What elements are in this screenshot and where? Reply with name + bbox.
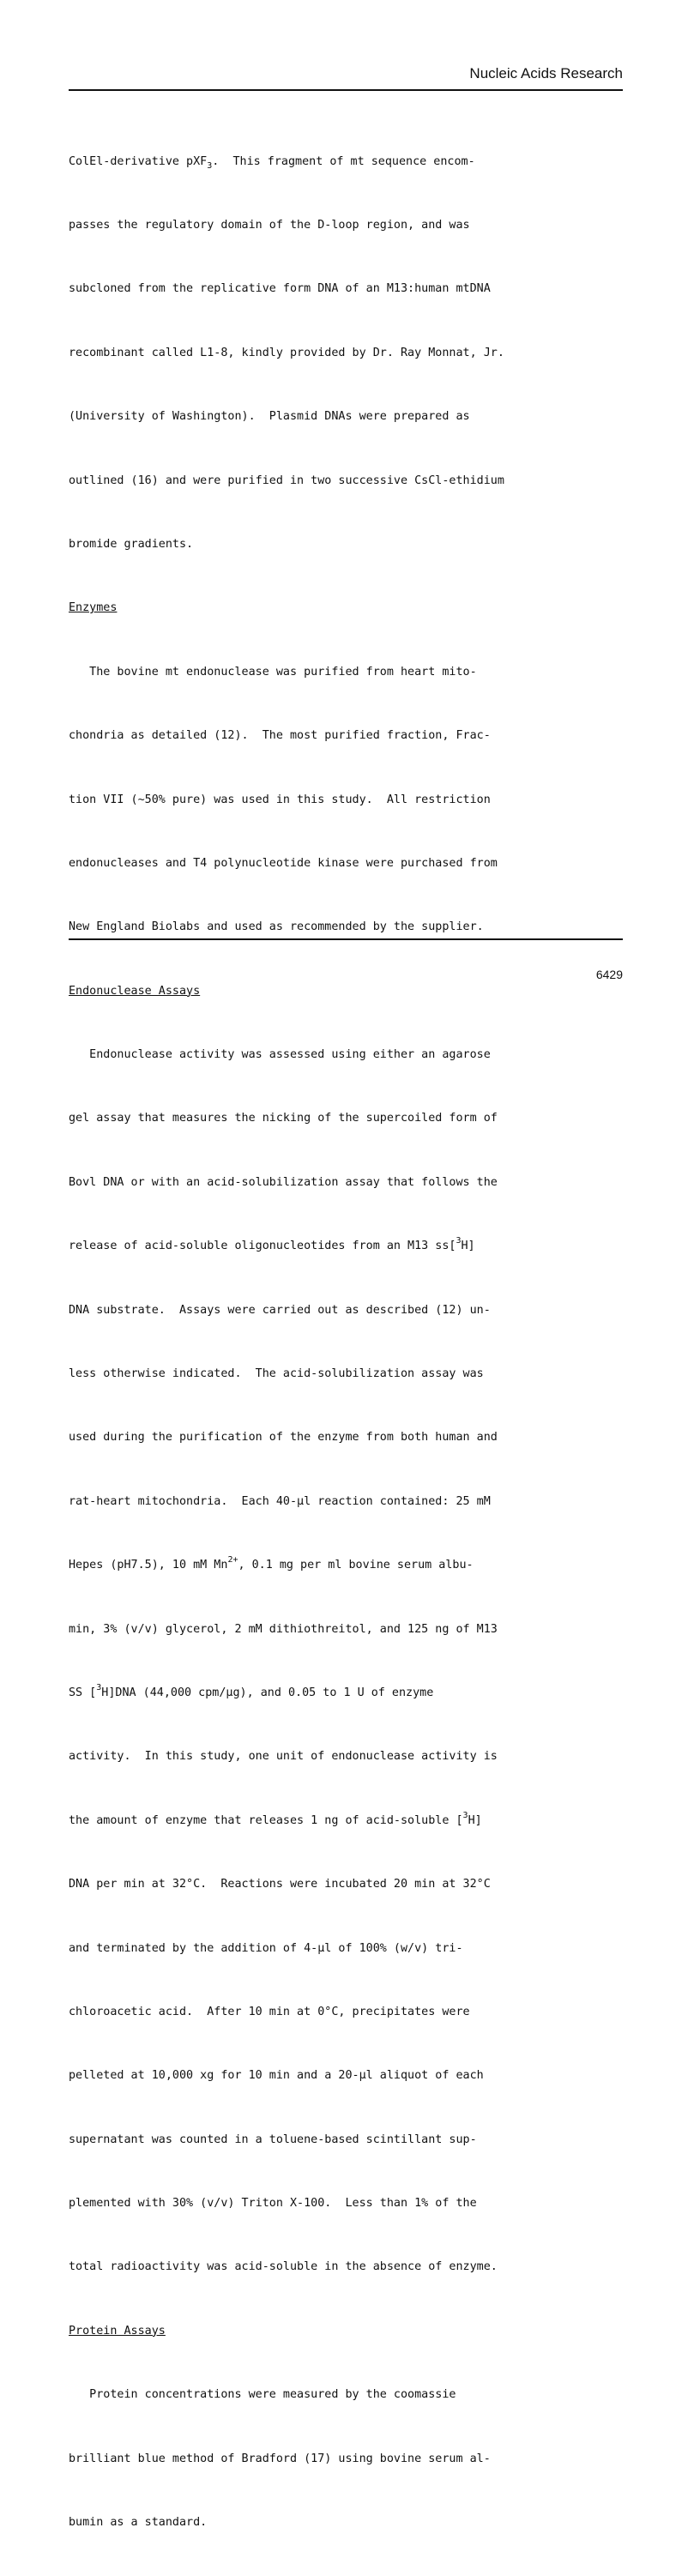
text-line: Endonuclease activity was assessed using either an agarose — [69, 1048, 491, 1062]
text-line: release of acid-soluble oligonucleotides from an M13 ss[$^3$H] — [69, 1236, 475, 1253]
text-line: New England Biolabs and used as recommended by the supplier. — [69, 920, 484, 934]
text-line: chloroacetic acid. After 10 min at 0°C, precipitates were — [69, 2005, 470, 2018]
footer-rule — [69, 938, 623, 940]
text-line: outlined (16) and were purified in two successive CsCl-ethidium — [69, 474, 504, 487]
text-line: passes the regulatory domain of the D-loop region, and was — [69, 218, 470, 232]
text-line: gel assay that measures the nicking of the supercoiled form of — [69, 1112, 498, 1125]
section-heading-protein-assays: Protein Assays — [69, 2324, 166, 2338]
text-line: chondria as detailed (12). The most purified fraction, Frac- — [69, 729, 491, 743]
text-line: tion VII (~50% pure) was used in this study. All restriction — [69, 793, 491, 806]
text-line: DNA per min at 32°C. Reactions were incubated 20 min at 32°C — [69, 1878, 491, 1891]
text-line: min, 3% (v/v) glycerol, 2 mM dithiothreitol, and 125 ng of M13 — [69, 1622, 498, 1636]
text-line: Protein concentrations were measured by the coomassie — [69, 2388, 456, 2402]
article-body — [69, 109, 626, 2576]
text-line: DNA substrate. Assays were carried out as described (12) un- — [69, 1303, 491, 1317]
text-line: and terminated by the addition of 4-µl of 100% (w/v) tri- — [69, 1941, 463, 1955]
text-line: pelleted at 10,000 xg for 10 min and a 20-µl aliquot of each — [69, 2069, 484, 2083]
header-rule — [69, 89, 623, 91]
text-line: brilliant blue method of Bradford (17) using bovine serum al- — [69, 2452, 491, 2465]
text-line: Hepes (pH7.5), 10 mM $Mn^{2+}$, 0.1 mg per ml bovine serum albu- — [69, 1555, 474, 1572]
text-line: the amount of enzyme that releases 1 ng of acid-soluble [$^3$H] — [69, 1810, 482, 1827]
text-line: Bovl DNA or with an acid-solubilization assay that follows the — [69, 1175, 498, 1189]
page-number: 6429 — [595, 968, 623, 981]
text-line: bromide gradients. — [69, 537, 194, 551]
text-line: subcloned from the replicative form DNA of an M13:human mtDNA — [69, 282, 491, 296]
section-heading-endonuclease-assays: Endonuclease Assays — [69, 984, 201, 998]
text-line: supernatant was counted in a toluene-based scintillant sup- — [69, 2133, 477, 2146]
text-line: bumin as a standard. — [69, 2516, 208, 2530]
text-line: recombinant called L1-8, kindly provided by Dr. Ray Monnat, Jr. — [69, 346, 504, 359]
text-line: (University of Washington). Plasmid DNAs were prepared as — [69, 410, 470, 424]
text-line: rat-heart mitochondria. Each 40-µl reaction contained: 25 mM — [69, 1494, 491, 1508]
text-line: activity. In this study, one unit of endonuclease activity is — [69, 1750, 498, 1764]
text-line: The bovine mt endonuclease was purified from heart mito- — [69, 665, 477, 679]
text-line: plemented with 30% (v/v) Triton X-100. Less than 1% of the — [69, 2197, 477, 2211]
text-line: SS [$^3$H]DNA (44,000 cpm/µg), and 0.05 to 1 U of enzyme — [69, 1682, 434, 1699]
text-line: endonucleases and T4 polynucleotide kinase were purchased from — [69, 856, 498, 870]
section-heading-enzymes: Enzymes — [69, 601, 118, 615]
text-line: used during the purification of the enzyme from both human and — [69, 1431, 498, 1445]
journal-title: Nucleic Acids Research — [469, 65, 623, 81]
text-line: less otherwise indicated. The acid-solubilization assay was — [69, 1367, 484, 1381]
text-line: ColEl-derivative pXF$_3$. This fragment of mt sequence encom- — [69, 154, 475, 171]
text-line: total radioactivity was acid-soluble in the absence of enzyme. — [69, 2260, 498, 2274]
